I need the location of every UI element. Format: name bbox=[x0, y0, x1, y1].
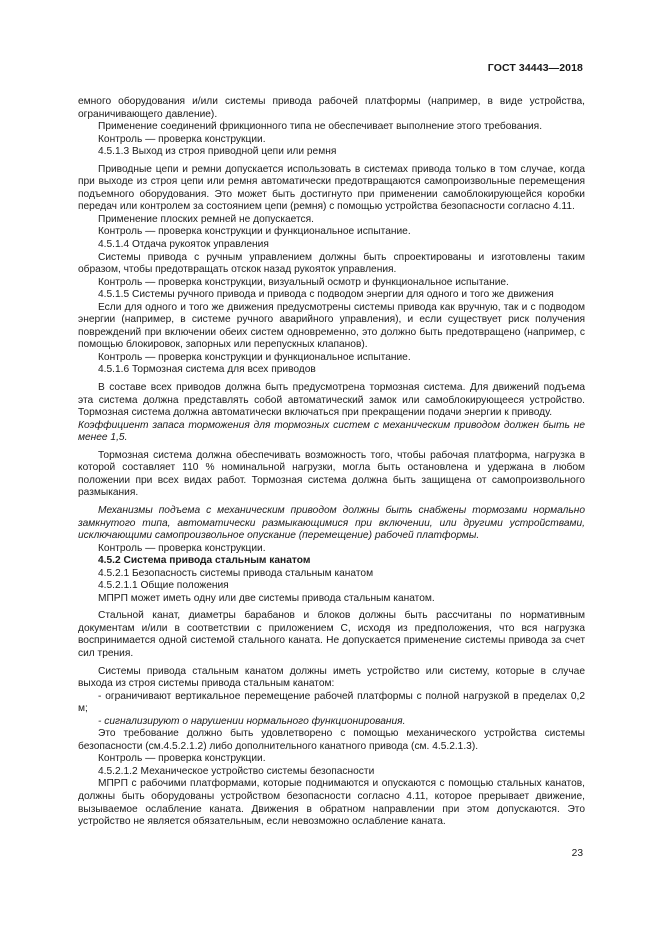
section-heading: 4.5.2.1.2 Механическое устройство системы безопасности bbox=[98, 765, 375, 777]
paragraph: МПРП с рабочими платформами, которые поднимаются и опускаются с помощью стальных канатов, должны быть оборудованы устройством безопасности согласно 4.11, которое прерывает движение, вызываемое ослабление каната. Движения в обратном направлении при этом допускаются. Это устройство не является обязательным, если невозможно ослабление каната. bbox=[78, 778, 585, 828]
section-heading: 4.5.1.4 Отдача рукояток управления bbox=[98, 239, 269, 251]
paragraph: В составе всех приводов должна быть предусмотрена тормозная система. Для движений подъема эта система должна представлять собой автоматический замок или самоблокирующееся устройство. Тормозная система должна автоматически включаться при прекращении подачи энергии к приводу. bbox=[78, 382, 585, 419]
paragraph: емного оборудования и/или системы привода рабочей платформы (например, в виде устройства, ограничивающего давление). bbox=[78, 96, 585, 120]
paragraph: Стальной канат, диаметры барабанов и блоков должны быть рассчитаны по нормативным документам и/или в соответствии с приложением С, исходя из предположения, что вся нагрузка воспринимается одной системой стального каната. Не допускается применение системы привода за счет сил трения. bbox=[78, 610, 585, 659]
control-note: Контроль — проверка конструкции, визуальный осмотр и функциональное испытание. bbox=[98, 276, 509, 288]
standard-header: ГОСТ 34443—2018 bbox=[487, 62, 583, 74]
paragraph: Системы привода с ручным управлением должны быть спроектированы и изготовлены таким образом, чтобы предотвращать отскок назад рукояток управления. bbox=[78, 251, 585, 276]
control-note: Контроль — проверка конструкции и функциональное испытание. bbox=[98, 351, 411, 363]
control-note: Контроль — проверка конструкции. bbox=[98, 753, 266, 765]
control-note: Контроль — проверка конструкции. bbox=[98, 133, 266, 145]
section-heading: 4.5.1.3 Выход из строя приводной цепи или ремня bbox=[98, 146, 337, 158]
section-heading-bold: 4.5.2 Система привода стальным канатом bbox=[98, 555, 311, 567]
page-number: 23 bbox=[571, 848, 583, 859]
section-heading: 4.5.2.1 Безопасность системы привода стальным канатом bbox=[98, 567, 374, 579]
paragraph: МПРП может иметь одну или две системы привода стальным канатом. bbox=[98, 592, 435, 604]
paragraph: Системы привода стальным канатом должны иметь устройство или систему, которые в случае выхода из строя системы привода стальным канатом: bbox=[78, 665, 585, 690]
paragraph-italic: Механизмы подъема с механическим приводом должны быть снабжены тормозами нормально замкнутого типа, автоматически размыкающимися при включении, или другими устройствами, исключающими самопроизвольное опускание (перемещение) рабочей платформы. bbox=[78, 504, 585, 542]
paragraph: Это требование должно быть удовлетворено с помощью механического устройства системы безопасности (см.4.5.2.1.2) либо дополнительного канатного привода (см. 4.5.2.1.3). bbox=[78, 728, 585, 752]
list-item: - сигнализируют о нарушении нормального функционирования. bbox=[98, 715, 406, 727]
paragraph: Тормозная система должна обеспечивать возможность того, чтобы рабочая платформа, нагрузка в которой составляет 110 % номинальной нагрузки, могла быть остановлена и удержана в любом положении при всех видах работ. Тормозная система должна быть защищена от самопроизвольного размыкания. bbox=[78, 449, 585, 499]
document-body bbox=[78, 96, 585, 829]
section-heading: 4.5.1.5 Системы ручного привода и привода с подводом энергии для одного и того же движения bbox=[98, 289, 554, 301]
list-item: - ограничивают вертикальное перемещение рабочей платформы с полной нагрузкой в пределах 0,2 м; bbox=[78, 690, 585, 715]
paragraph: Если для одного и того же движения предусмотрены системы привода как вручную, так и с подводом энергии (например, в системе ручного аварийного управления), и если существует риск получения повреждений при включении обеих систем одновременно, это должно быть предотвращено (например, с помощью блокировок, запорных или перепускных клапанов). bbox=[78, 301, 585, 351]
section-heading: 4.5.2.1.1 Общие положения bbox=[98, 580, 229, 592]
paragraph: Приводные цепи и ремни допускается использовать в системах привода только в том случае, когда при выходе из строя цепи или ремня автоматически предотвращаются самопроизвольные перемещения подъемного оборудования. Это может быть достигнуто при применении самоблокирующейся коробки передач или контролем за состоянием цепи (ремня) с помощью устройства безопасности согласно 4.11. bbox=[78, 163, 585, 213]
paragraph: Применение соединений фрикционного типа не обеспечивает выполнение этого требования. bbox=[98, 121, 543, 133]
paragraph: Применение плоских ремней не допускается. bbox=[98, 213, 314, 225]
paragraph-italic: Коэффициент запаса торможения для тормозных систем с механическим приводом должен быть не менее 1,5. bbox=[78, 419, 585, 444]
control-note: Контроль — проверка конструкции и функциональное испытание. bbox=[98, 226, 411, 238]
control-note: Контроль — проверка конструкции. bbox=[98, 542, 266, 554]
section-heading: 4.5.1.6 Тормозная система для всех приводов bbox=[98, 364, 316, 376]
